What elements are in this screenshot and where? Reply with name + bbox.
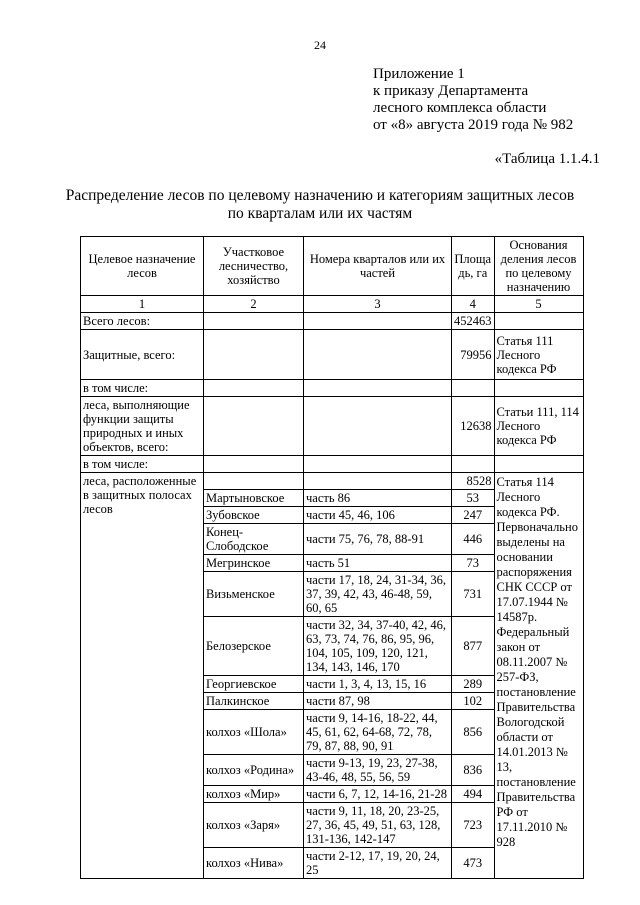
- district-cell: колхоз «Заря»: [204, 803, 304, 848]
- header-quarters: Номера кварталов или их частей: [304, 237, 452, 296]
- quarters-cell: части 75, 76, 78, 88-91: [304, 524, 452, 555]
- area-cell: 731: [452, 572, 495, 617]
- quarters-cell: части 9, 11, 18, 20, 23-25, 27, 36, 45, 49, 51, 63, 128, 131-136, 142-147: [304, 803, 452, 848]
- quarters-cell: части 17, 18, 24, 31-34, 36, 37, 39, 42, 43, 46-48, 59, 60, 65: [304, 572, 452, 617]
- total-label: Всего лесов:: [81, 313, 204, 330]
- header-district: Участковое лесничество, хозяйство: [204, 237, 304, 296]
- quarters-cell: части 9, 14-16, 18-22, 44, 45, 61, 62, 64-68, 72, 78, 79, 87, 88, 90, 91: [304, 710, 452, 755]
- column-number: 2: [204, 296, 304, 313]
- header-basis: Основания деления лесов по целевому назначению: [494, 237, 583, 296]
- quarters-cell: части 6, 7, 12, 14-16, 21-28: [304, 786, 452, 803]
- header-purpose: Целевое назначение лесов: [81, 237, 204, 296]
- quarters-cell: часть 86: [304, 490, 452, 507]
- district-cell: Визьменское: [204, 572, 304, 617]
- total-area: 452463: [452, 313, 495, 330]
- district-cell: Мегринское: [204, 555, 304, 572]
- column-number: 1: [81, 296, 204, 313]
- area-cell: 494: [452, 786, 495, 803]
- including-label: в том числе:: [81, 456, 204, 473]
- appendix-line: Приложение 1: [373, 66, 465, 82]
- functions-area: 12638: [452, 397, 495, 456]
- belts-basis: Статья 114 Лесного кодекса РФ. Первоначально выделены на основании распоряжения СНК СССР от 17.07.1944 № 14587р. Федеральный закон от 08.11.2007 № 257-ФЗ, постановление Правительства Вологодской области от 14.01.2013 № 13, постановление Правительства РФ от 17.11.2010 № 928: [494, 473, 583, 879]
- column-number: 5: [494, 296, 583, 313]
- header-area-line: Площа: [454, 252, 492, 266]
- district-cell: Георгиевское: [204, 676, 304, 693]
- page-number: 24: [314, 38, 326, 52]
- protective-area: 79956: [452, 330, 495, 380]
- district-cell: колхоз «Шола»: [204, 710, 304, 755]
- area-cell: 73: [452, 555, 495, 572]
- column-number: 3: [304, 296, 452, 313]
- functions-basis: Статьи 111, 114 Лесного кодекса РФ: [494, 397, 583, 456]
- district-cell: Конец-Слободское: [204, 524, 304, 555]
- belts-area: 8528: [452, 473, 495, 490]
- area-cell: 877: [452, 617, 495, 676]
- quarters-cell: части 9-13, 19, 23, 27-38, 43-46, 48, 55, 56, 59: [304, 755, 452, 786]
- area-cell: 836: [452, 755, 495, 786]
- district-cell: колхоз «Мир»: [204, 786, 304, 803]
- quarters-cell: часть 51: [304, 555, 452, 572]
- header-area-line: дь, га: [458, 266, 488, 280]
- area-cell: 446: [452, 524, 495, 555]
- header-area: [452, 237, 495, 296]
- functions-label: леса, выполняющие функции защиты природных и иных объектов, всего:: [81, 397, 204, 456]
- area-cell: 53: [452, 490, 495, 507]
- district-cell: Палкинское: [204, 693, 304, 710]
- belts-label: леса, расположенные в защитных полосах лесов: [81, 473, 204, 879]
- including-label: в том числе:: [81, 380, 204, 397]
- document-title: Распределение лесов по целевому назначению и категориям защитных лесов по кварталам или их частям: [65, 187, 575, 222]
- quarters-cell: части 32, 34, 37-40, 42, 46, 63, 73, 74, 76, 86, 95, 96, 104, 105, 109, 120, 121, 134, 143, 146, 170: [304, 617, 452, 676]
- district-cell: Мартыновское: [204, 490, 304, 507]
- area-cell: 723: [452, 803, 495, 848]
- district-cell: Белозерское: [204, 617, 304, 676]
- appendix-line: лесного комплекса области: [373, 100, 547, 116]
- appendix-block: [373, 66, 573, 134]
- protective-label: Защитные, всего:: [81, 330, 204, 380]
- area-cell: 247: [452, 507, 495, 524]
- quarters-cell: части 1, 3, 4, 13, 15, 16: [304, 676, 452, 693]
- area-cell: 102: [452, 693, 495, 710]
- appendix-line: к приказу Департамента: [373, 83, 529, 99]
- appendix-line: от «8» августа 2019 года № 982: [373, 117, 574, 133]
- protective-basis: Статья 111 Лесного кодекса РФ: [494, 330, 583, 380]
- forest-distribution-table: [80, 236, 584, 879]
- district-cell: колхоз «Нива»: [204, 848, 304, 879]
- area-cell: 473: [452, 848, 495, 879]
- quarters-cell: части 87, 98: [304, 693, 452, 710]
- quarters-cell: части 45, 46, 106: [304, 507, 452, 524]
- quarters-cell: части 2-12, 17, 19, 20, 24, 25: [304, 848, 452, 879]
- district-cell: колхоз «Родина»: [204, 755, 304, 786]
- district-cell: Зубовское: [204, 507, 304, 524]
- area-cell: 856: [452, 710, 495, 755]
- column-number: 4: [452, 296, 495, 313]
- area-cell: 289: [452, 676, 495, 693]
- table-number-label: «Таблица 1.1.4.1: [494, 151, 600, 167]
